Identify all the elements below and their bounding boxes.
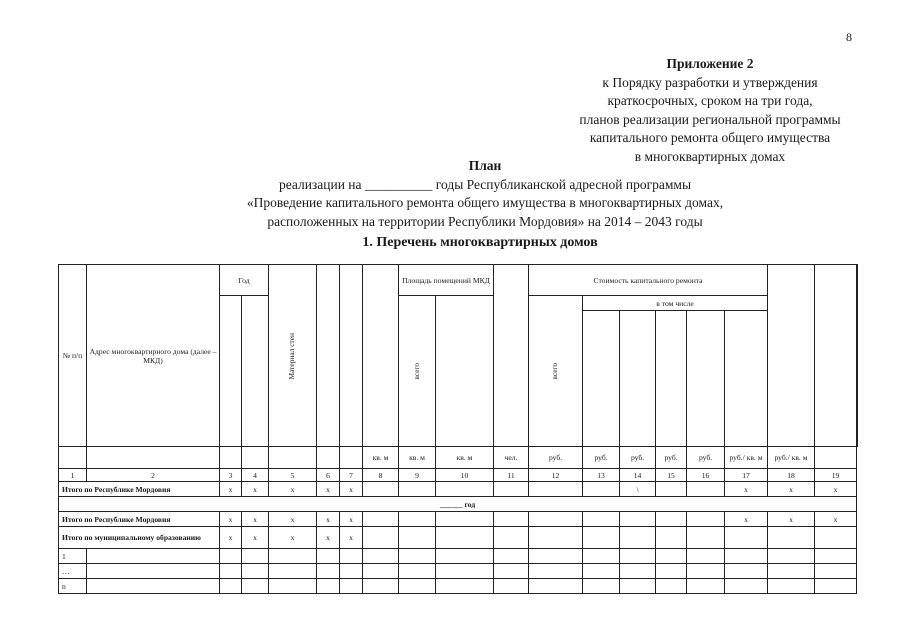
header-local	[656, 311, 687, 447]
x-mark: x	[220, 512, 242, 527]
data-cell	[363, 579, 399, 594]
header-num: № п/п	[59, 265, 87, 447]
x-mark: x	[242, 512, 269, 527]
column-number: 19	[815, 469, 857, 482]
header-max-unit-cost	[815, 265, 857, 447]
unit-cell: чел.	[494, 447, 529, 469]
unit-cell: руб./ кв. м	[768, 447, 815, 469]
column-number: 9	[399, 469, 436, 482]
plan-heading	[150, 157, 820, 231]
column-number: 13	[583, 469, 620, 482]
stray-mark: \	[620, 482, 656, 497]
unit-cell	[242, 447, 269, 469]
appendix-title: Приложение 2	[666, 56, 754, 71]
data-cell	[529, 482, 583, 497]
unit-cell: кв. м	[436, 447, 494, 469]
header-year-last-repair	[242, 296, 269, 447]
unit-cell: кв. м	[363, 447, 399, 469]
unit-cell: руб.	[529, 447, 583, 469]
data-cell	[815, 549, 857, 564]
column-number: 4	[242, 469, 269, 482]
x-mark: x	[768, 482, 815, 497]
data-cell	[340, 579, 363, 594]
data-cell	[725, 564, 768, 579]
data-cell	[494, 549, 529, 564]
data-cell	[768, 549, 815, 564]
data-cell	[656, 482, 687, 497]
header-year-commission	[220, 296, 242, 447]
data-cell	[656, 512, 687, 527]
data-cell	[768, 579, 815, 594]
data-cell	[583, 512, 620, 527]
appendix-line: планов реализации региональной программы	[579, 111, 841, 127]
appendix-block	[560, 55, 860, 166]
data-cell	[687, 549, 725, 564]
header-area-group: Площадь помещений МКД	[399, 265, 494, 296]
column-number: 14	[620, 469, 656, 482]
data-cell	[725, 549, 768, 564]
data-cell	[494, 527, 529, 549]
data-cell	[529, 564, 583, 579]
unit-cell	[317, 447, 340, 469]
header-cost-group: Стоимость капитального ремонта	[529, 265, 768, 296]
x-mark: x	[340, 482, 363, 497]
data-cell	[436, 512, 494, 527]
data-cell	[363, 564, 399, 579]
x-mark: x	[269, 527, 317, 549]
x-mark: x	[340, 512, 363, 527]
total-republic-label: Итого по Республике Мордовия	[59, 482, 220, 497]
data-cell	[363, 482, 399, 497]
data-cell	[340, 564, 363, 579]
data-cell	[87, 564, 220, 579]
plan-line: «Проведение капитального ремонта общего имущества в многоквартирных домах,	[246, 195, 724, 210]
appendix-line: к Порядку разработки и утверждения	[602, 74, 818, 90]
unit-cell	[269, 447, 317, 469]
data-cell	[583, 549, 620, 564]
data-cell	[583, 527, 620, 549]
data-cell	[87, 579, 220, 594]
header-floors	[317, 265, 340, 447]
x-mark: x	[815, 512, 857, 527]
header-residents	[494, 265, 529, 447]
data-cell	[220, 549, 242, 564]
x-mark: x	[725, 482, 768, 497]
x-mark: x	[317, 482, 340, 497]
data-cell	[620, 564, 656, 579]
unit-cell: кв. м	[399, 447, 436, 469]
data-cell	[436, 482, 494, 497]
data-cell	[529, 512, 583, 527]
data-cell	[620, 549, 656, 564]
header-total-area	[363, 265, 399, 447]
data-cell	[317, 564, 340, 579]
plan-line: расположенных на территории Республики Мордовия» на 2014 – 2043 годы	[267, 213, 703, 229]
column-number: 6	[317, 469, 340, 482]
section-title: 1. Перечень многоквартирных домов	[362, 235, 598, 250]
appendix-line: краткосрочных, сроком на три года,	[607, 93, 813, 108]
appendix-line: в многоквартирных домах	[634, 148, 786, 164]
data-cell	[687, 564, 725, 579]
x-mark: x	[340, 527, 363, 549]
data-cell	[529, 527, 583, 549]
data-cell	[340, 549, 363, 564]
data-cell	[399, 527, 436, 549]
data-cell	[620, 579, 656, 594]
row-number: 1	[59, 549, 87, 564]
data-cell	[220, 579, 242, 594]
column-number: 5	[269, 469, 317, 482]
unit-cell: руб.	[687, 447, 725, 469]
data-cell	[269, 564, 317, 579]
header-area-residential	[436, 296, 494, 447]
header-federal	[583, 311, 620, 447]
column-number: 7	[340, 469, 363, 482]
data-cell	[620, 527, 656, 549]
header-spacer	[725, 311, 768, 447]
data-cell	[687, 527, 725, 549]
data-cell	[494, 512, 529, 527]
unit-cell: руб.	[620, 447, 656, 469]
header-owners	[687, 311, 725, 447]
data-cell	[725, 527, 768, 549]
x-mark: x	[725, 512, 768, 527]
data-cell	[436, 527, 494, 549]
houses-table	[58, 264, 858, 594]
unit-cell: руб.	[583, 447, 620, 469]
data-cell	[656, 564, 687, 579]
plan-line: реализации на __________ годы Республиканской адресной программы	[278, 176, 692, 192]
x-mark: x	[269, 482, 317, 497]
data-cell	[687, 579, 725, 594]
column-number: 16	[687, 469, 725, 482]
unit-cell	[59, 447, 87, 469]
data-cell	[583, 482, 620, 497]
plan-title: План	[468, 158, 502, 173]
data-cell	[363, 527, 399, 549]
unit-cell: руб./ кв. м	[725, 447, 768, 469]
data-cell	[363, 549, 399, 564]
header-republic	[620, 311, 656, 447]
data-cell	[242, 579, 269, 594]
column-number: 15	[656, 469, 687, 482]
data-cell	[436, 579, 494, 594]
x-mark: x	[220, 482, 242, 497]
data-cell	[269, 579, 317, 594]
data-cell	[815, 564, 857, 579]
total-municipal-label: Итого по муниципальному образованию	[59, 527, 220, 549]
data-cell	[494, 579, 529, 594]
x-mark: x	[317, 512, 340, 527]
data-cell	[620, 512, 656, 527]
data-cell	[436, 549, 494, 564]
data-cell	[687, 512, 725, 527]
data-cell	[87, 549, 220, 564]
header-address: Адрес многоквартирного дома (далее – МКД)	[87, 265, 220, 447]
data-cell	[363, 512, 399, 527]
data-cell	[583, 579, 620, 594]
data-cell	[687, 482, 725, 497]
header-unit-cost	[768, 265, 815, 447]
x-mark: x	[220, 527, 242, 549]
data-cell	[583, 564, 620, 579]
data-cell	[317, 549, 340, 564]
data-cell	[269, 549, 317, 564]
row-number: n	[59, 579, 87, 594]
column-number: 10	[436, 469, 494, 482]
column-number: 2	[87, 469, 220, 482]
data-cell	[815, 579, 857, 594]
column-number: 3	[220, 469, 242, 482]
header-year-group: Год	[220, 265, 269, 296]
data-cell	[656, 527, 687, 549]
header-cost-total: всего	[529, 296, 583, 447]
unit-cell	[815, 447, 857, 469]
header-area-total: всего	[399, 296, 436, 447]
x-mark: x	[242, 527, 269, 549]
header-including: в том числе	[583, 296, 768, 311]
row-number: …	[59, 564, 87, 579]
data-cell	[399, 579, 436, 594]
x-mark: x	[768, 512, 815, 527]
data-cell	[768, 527, 815, 549]
data-cell	[242, 564, 269, 579]
column-number: 8	[363, 469, 399, 482]
x-mark: x	[269, 512, 317, 527]
year-row: ______ год	[59, 497, 857, 512]
column-number: 17	[725, 469, 768, 482]
data-cell	[317, 579, 340, 594]
x-mark: x	[815, 482, 857, 497]
data-cell	[220, 564, 242, 579]
data-cell	[494, 482, 529, 497]
header-wall-material: Материал стен	[269, 265, 317, 447]
column-number: 18	[768, 469, 815, 482]
unit-cell	[340, 447, 363, 469]
x-mark: x	[242, 482, 269, 497]
total-republic-label: Итого по Республике Мордовия	[59, 512, 220, 527]
data-cell	[529, 549, 583, 564]
data-cell	[494, 564, 529, 579]
data-cell	[399, 564, 436, 579]
data-cell	[529, 579, 583, 594]
column-number: 1	[59, 469, 87, 482]
page-number: 8	[846, 30, 852, 44]
header-entrances	[340, 265, 363, 447]
data-cell	[399, 482, 436, 497]
data-cell	[656, 579, 687, 594]
data-cell	[725, 579, 768, 594]
data-cell	[399, 549, 436, 564]
data-cell	[242, 549, 269, 564]
unit-cell	[220, 447, 242, 469]
appendix-line: капитального ремонта общего имущества	[589, 130, 831, 145]
data-cell	[656, 549, 687, 564]
x-mark: x	[317, 527, 340, 549]
column-number: 12	[529, 469, 583, 482]
data-cell	[399, 512, 436, 527]
data-cell	[815, 527, 857, 549]
header-planned-date	[857, 265, 858, 447]
data-cell	[436, 564, 494, 579]
unit-cell: руб.	[656, 447, 687, 469]
column-number: 11	[494, 469, 529, 482]
data-cell	[768, 564, 815, 579]
unit-cell	[87, 447, 220, 469]
